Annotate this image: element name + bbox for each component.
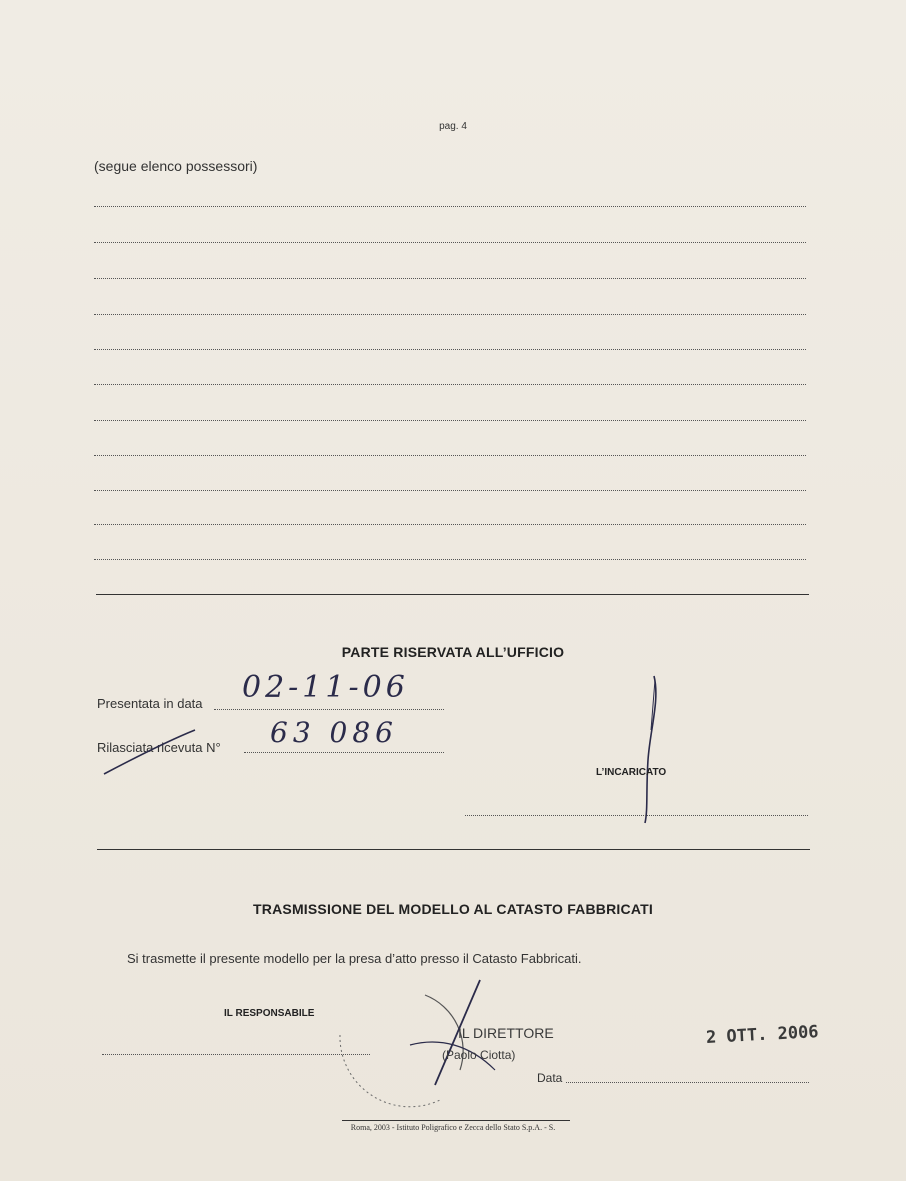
incaricato-label: L’INCARICATO xyxy=(596,767,667,778)
strikethrough-stroke xyxy=(104,730,195,774)
data-field-line xyxy=(566,1082,809,1083)
possessori-heading: (segue elenco possessori) xyxy=(94,158,258,174)
page-number: pag. 4 xyxy=(439,121,467,132)
footer-rule xyxy=(342,1120,570,1121)
section-divider xyxy=(97,849,810,850)
date-stamp: 2 OTT. 2006 xyxy=(705,1022,820,1048)
presentata-label: Presentata in data xyxy=(97,696,203,711)
trasmissione-title: TRASMISSIONE DEL MODELLO AL CATASTO FABBRICATI xyxy=(253,901,653,917)
printer-note: Roma, 2003 - Istituto Poligrafico e Zecca dello Stato S.p.A. - S. xyxy=(350,1123,556,1132)
ricevuta-number-handwritten: 63 086 xyxy=(270,716,398,749)
trasmissione-text: Si trasmette il presente modello per la presa d’atto presso il Catasto Fabbricati. xyxy=(127,951,582,966)
stamp-title: IL DIRETTORE xyxy=(458,1025,554,1041)
responsabile-label: IL RESPONSABILE xyxy=(224,1008,315,1019)
data-label: Data xyxy=(537,1071,563,1085)
incaricato-signature-line xyxy=(465,815,808,816)
ufficio-title: PARTE RISERVATA ALL’UFFICIO xyxy=(341,644,565,660)
stamp-name: (Paolo Ciotta) xyxy=(442,1048,516,1062)
ricevuta-label: Rilasciata ricevuta N° xyxy=(97,740,221,755)
round-stamp xyxy=(330,975,530,1115)
signature-stroke xyxy=(645,676,656,823)
presentata-date-handwritten: 02-11-06 xyxy=(242,670,409,705)
